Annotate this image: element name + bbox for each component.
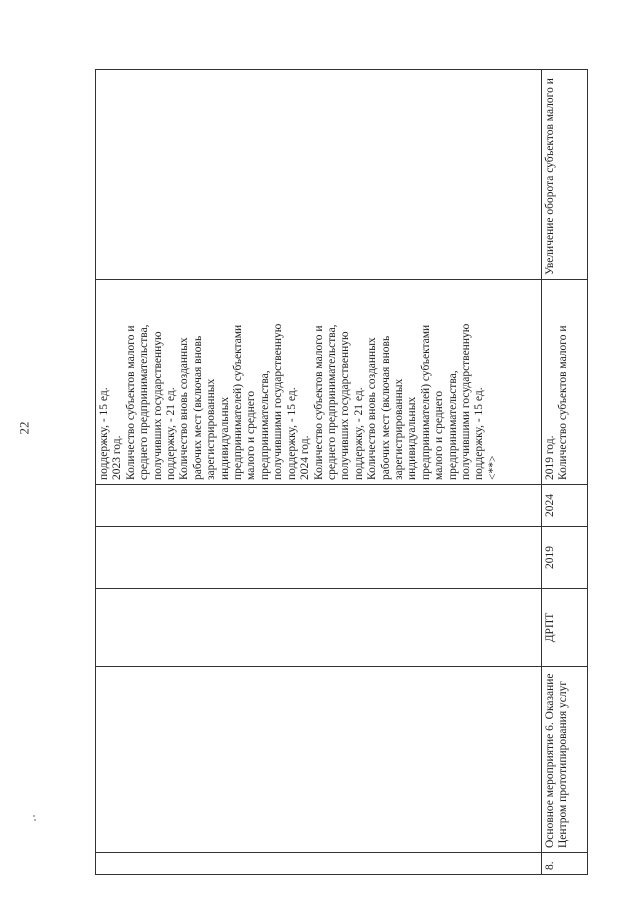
cell-result xyxy=(96,70,542,280)
cell-responsible xyxy=(96,589,542,667)
page-number: 22 xyxy=(16,421,32,435)
table-row-continued xyxy=(96,70,542,875)
cell-number xyxy=(96,853,542,875)
cell-number: 8. xyxy=(542,853,588,875)
cell-start-year: 2019 xyxy=(542,527,588,589)
table-row-8 xyxy=(542,70,588,875)
cell-indicators xyxy=(542,280,588,485)
scan-speck xyxy=(33,815,35,817)
cell-name: Основное мероприятие 6. Оказание Центром прототипирования услуг xyxy=(542,667,588,853)
scan-speck xyxy=(34,819,36,821)
cell-end-year xyxy=(96,485,542,527)
indicators-text: 2019 год. Количество субъектов малого и xyxy=(544,325,570,480)
measures-table xyxy=(95,69,588,875)
cell-indicators xyxy=(96,280,542,485)
cell-result: Увеличение оборота субъектов малого и xyxy=(542,70,588,280)
indicators-text: поддержку, - 15 ед. 2023 год. Количество субъектов малого и среднего предпринимательства, получивших государственную поддержку, - 21 ед. Количество вновь созданных рабочих мест (включая вновь зарегистрированных индивидуальных предпринимателей) субъектами малого и среднего предпринимательства, получившими государственную поддержку, - 15 ед. 2024 год. Количество субъектов малого и среднего предпринимательства, получивших государственную поддержку, - 21 ед. Количество вновь созданных рабочих мест (включая вновь зарегистрированных индивидуальных предпринимателей) субъектами малого и среднего предпринимательства, получившими государственную поддержку, - 15 ед. <**> xyxy=(98,323,499,480)
cell-start-year xyxy=(96,527,542,589)
cell-end-year: 2024 xyxy=(542,485,588,527)
rotated-table-container xyxy=(95,70,587,875)
cell-responsible: ДРПТ xyxy=(542,589,588,667)
cell-name xyxy=(96,667,542,853)
